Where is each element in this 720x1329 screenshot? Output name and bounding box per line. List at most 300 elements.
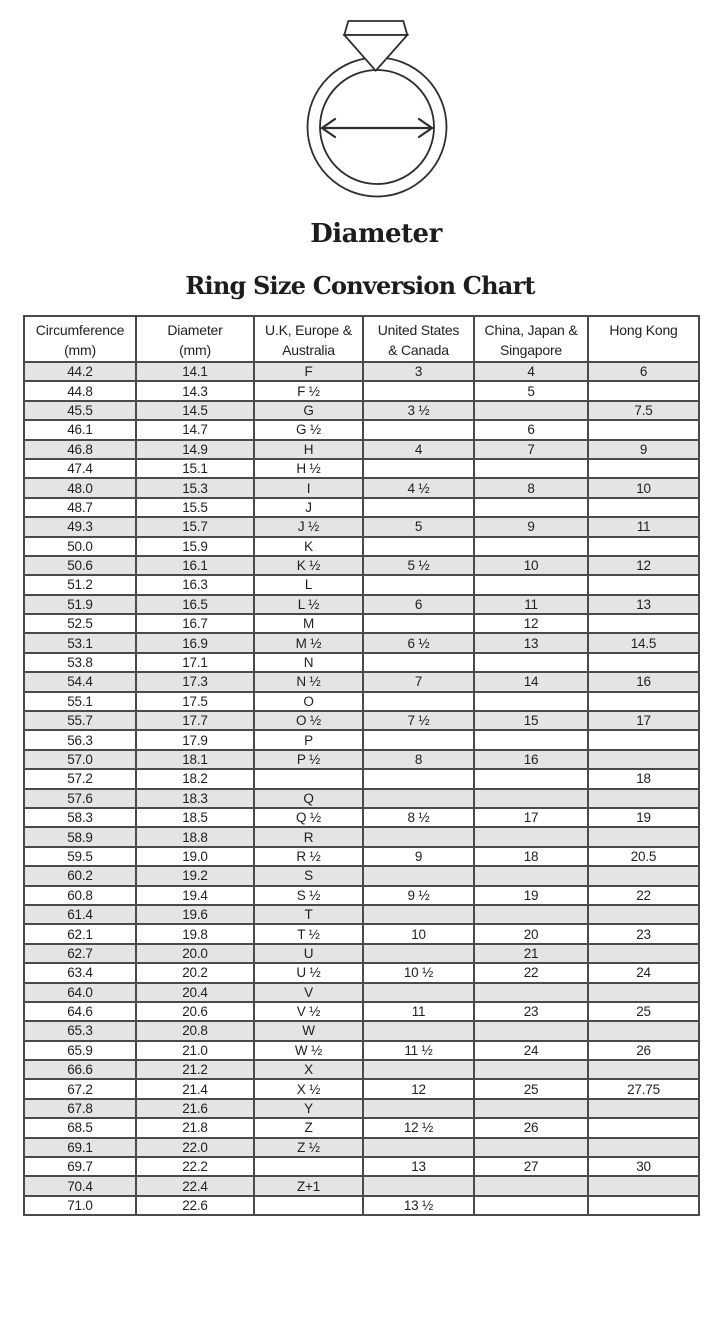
cell-uk-europe-australia: U <box>254 944 363 963</box>
cell-circumference-mm: 65.9 <box>24 1041 136 1060</box>
cell-circumference-mm: 58.9 <box>24 827 136 846</box>
table-row <box>24 963 699 982</box>
cell-uk-europe-australia: T ½ <box>254 924 363 943</box>
cell-us-canada: 8 ½ <box>363 808 474 827</box>
cell-circumference-mm: 69.1 <box>24 1138 136 1157</box>
cell-china-japan-singapore <box>474 498 588 517</box>
cell-hong-kong: 6 <box>588 362 699 381</box>
cell-hong-kong: 16 <box>588 672 699 691</box>
cell-us-canada <box>363 983 474 1002</box>
cell-hong-kong: 11 <box>588 517 699 536</box>
cell-circumference-mm: 59.5 <box>24 847 136 866</box>
table-row <box>24 827 699 846</box>
cell-hong-kong <box>588 1196 699 1215</box>
cell-diameter-mm: 20.8 <box>136 1021 254 1040</box>
cell-uk-europe-australia: V <box>254 983 363 1002</box>
cell-hong-kong: 9 <box>588 440 699 459</box>
table-row <box>24 420 699 439</box>
cell-hong-kong: 13 <box>588 595 699 614</box>
table-row <box>24 808 699 827</box>
cell-china-japan-singapore: 17 <box>474 808 588 827</box>
table-row <box>24 1002 699 1021</box>
table-row <box>24 886 699 905</box>
cell-hong-kong <box>588 730 699 749</box>
cell-uk-europe-australia <box>254 769 363 788</box>
table-body <box>24 362 699 1215</box>
cell-uk-europe-australia: Y <box>254 1099 363 1118</box>
cell-uk-europe-australia: L <box>254 575 363 594</box>
table-row <box>24 847 699 866</box>
cell-circumference-mm: 67.8 <box>24 1099 136 1118</box>
cell-diameter-mm: 15.7 <box>136 517 254 536</box>
cell-circumference-mm: 50.0 <box>24 537 136 556</box>
cell-china-japan-singapore: 23 <box>474 1002 588 1021</box>
cell-china-japan-singapore: 4 <box>474 362 588 381</box>
cell-hong-kong: 12 <box>588 556 699 575</box>
cell-china-japan-singapore <box>474 1196 588 1215</box>
cell-china-japan-singapore: 22 <box>474 963 588 982</box>
cell-china-japan-singapore: 25 <box>474 1079 588 1098</box>
cell-hong-kong: 23 <box>588 924 699 943</box>
cell-hong-kong <box>588 498 699 517</box>
cell-circumference-mm: 71.0 <box>24 1196 136 1215</box>
cell-circumference-mm: 47.4 <box>24 459 136 478</box>
cell-uk-europe-australia: M ½ <box>254 633 363 652</box>
cell-china-japan-singapore <box>474 866 588 885</box>
cell-diameter-mm: 20.2 <box>136 963 254 982</box>
cell-china-japan-singapore <box>474 1021 588 1040</box>
table-row <box>24 517 699 536</box>
cell-us-canada: 9 <box>363 847 474 866</box>
cell-diameter-mm: 21.6 <box>136 1099 254 1118</box>
cell-us-canada: 7 ½ <box>363 711 474 730</box>
cell-circumference-mm: 52.5 <box>24 614 136 633</box>
cell-circumference-mm: 65.3 <box>24 1021 136 1040</box>
cell-uk-europe-australia: F ½ <box>254 381 363 400</box>
cell-hong-kong <box>588 983 699 1002</box>
column-header-diameter-mm: Diameter (mm) <box>136 316 254 362</box>
cell-diameter-mm: 21.4 <box>136 1079 254 1098</box>
cell-diameter-mm: 14.1 <box>136 362 254 381</box>
cell-uk-europe-australia: Z+1 <box>254 1176 363 1195</box>
cell-circumference-mm: 61.4 <box>24 905 136 924</box>
cell-circumference-mm: 69.7 <box>24 1157 136 1176</box>
cell-diameter-mm: 22.2 <box>136 1157 254 1176</box>
cell-uk-europe-australia: O <box>254 692 363 711</box>
cell-hong-kong <box>588 750 699 769</box>
cell-circumference-mm: 54.4 <box>24 672 136 691</box>
cell-hong-kong: 30 <box>588 1157 699 1176</box>
cell-hong-kong <box>588 1060 699 1079</box>
cell-uk-europe-australia: R <box>254 827 363 846</box>
table-row <box>24 905 699 924</box>
cell-us-canada: 13 ½ <box>363 1196 474 1215</box>
cell-circumference-mm: 48.0 <box>24 478 136 497</box>
cell-us-canada: 12 <box>363 1079 474 1098</box>
cell-circumference-mm: 60.8 <box>24 886 136 905</box>
cell-circumference-mm: 55.7 <box>24 711 136 730</box>
cell-diameter-mm: 19.0 <box>136 847 254 866</box>
column-header-circumference-mm: Circumference (mm) <box>24 316 136 362</box>
table-row <box>24 672 699 691</box>
cell-diameter-mm: 22.4 <box>136 1176 254 1195</box>
cell-diameter-mm: 21.8 <box>136 1118 254 1137</box>
cell-china-japan-singapore <box>474 1138 588 1157</box>
cell-hong-kong <box>588 1118 699 1137</box>
cell-uk-europe-australia: W ½ <box>254 1041 363 1060</box>
cell-uk-europe-australia: K ½ <box>254 556 363 575</box>
cell-hong-kong: 10 <box>588 478 699 497</box>
cell-us-canada: 12 ½ <box>363 1118 474 1137</box>
table-row <box>24 537 699 556</box>
cell-circumference-mm: 64.6 <box>24 1002 136 1021</box>
cell-uk-europe-australia: K <box>254 537 363 556</box>
cell-hong-kong <box>588 575 699 594</box>
cell-china-japan-singapore: 18 <box>474 847 588 866</box>
cell-circumference-mm: 58.3 <box>24 808 136 827</box>
cell-diameter-mm: 22.0 <box>136 1138 254 1157</box>
cell-china-japan-singapore: 20 <box>474 924 588 943</box>
table-row <box>24 750 699 769</box>
cell-china-japan-singapore <box>474 789 588 808</box>
cell-us-canada <box>363 575 474 594</box>
cell-uk-europe-australia: Z <box>254 1118 363 1137</box>
cell-uk-europe-australia <box>254 1196 363 1215</box>
cell-us-canada <box>363 944 474 963</box>
cell-hong-kong <box>588 420 699 439</box>
table-row <box>24 1118 699 1137</box>
cell-china-japan-singapore: 16 <box>474 750 588 769</box>
cell-hong-kong <box>588 866 699 885</box>
cell-diameter-mm: 17.9 <box>136 730 254 749</box>
cell-us-canada <box>363 827 474 846</box>
cell-uk-europe-australia: G <box>254 401 363 420</box>
table-row <box>24 1099 699 1118</box>
cell-diameter-mm: 16.9 <box>136 633 254 652</box>
cell-china-japan-singapore: 27 <box>474 1157 588 1176</box>
cell-uk-europe-australia: G ½ <box>254 420 363 439</box>
cell-diameter-mm: 18.5 <box>136 808 254 827</box>
cell-us-canada: 13 <box>363 1157 474 1176</box>
cell-uk-europe-australia: R ½ <box>254 847 363 866</box>
conversion-table <box>23 315 700 1216</box>
cell-hong-kong <box>588 653 699 672</box>
cell-circumference-mm: 57.0 <box>24 750 136 769</box>
cell-hong-kong <box>588 1021 699 1040</box>
cell-us-canada <box>363 537 474 556</box>
cell-hong-kong <box>588 381 699 400</box>
table-row <box>24 789 699 808</box>
cell-hong-kong <box>588 692 699 711</box>
cell-china-japan-singapore: 6 <box>474 420 588 439</box>
cell-hong-kong <box>588 944 699 963</box>
cell-circumference-mm: 68.5 <box>24 1118 136 1137</box>
cell-uk-europe-australia: Z ½ <box>254 1138 363 1157</box>
table-row <box>24 924 699 943</box>
table-row <box>24 362 699 381</box>
cell-circumference-mm: 66.6 <box>24 1060 136 1079</box>
cell-hong-kong <box>588 537 699 556</box>
cell-us-canada <box>363 692 474 711</box>
cell-circumference-mm: 67.2 <box>24 1079 136 1098</box>
table-row <box>24 1060 699 1079</box>
cell-uk-europe-australia: J <box>254 498 363 517</box>
cell-china-japan-singapore: 5 <box>474 381 588 400</box>
cell-us-canada: 3 ½ <box>363 401 474 420</box>
cell-china-japan-singapore: 14 <box>474 672 588 691</box>
column-header-uk-europe-australia: U.K, Europe & Australia <box>254 316 363 362</box>
cell-us-canada: 10 ½ <box>363 963 474 982</box>
cell-us-canada: 5 ½ <box>363 556 474 575</box>
cell-china-japan-singapore <box>474 575 588 594</box>
cell-hong-kong: 7.5 <box>588 401 699 420</box>
cell-diameter-mm: 19.8 <box>136 924 254 943</box>
cell-diameter-mm: 19.2 <box>136 866 254 885</box>
cell-us-canada <box>363 381 474 400</box>
cell-uk-europe-australia: Q <box>254 789 363 808</box>
cell-diameter-mm: 14.3 <box>136 381 254 400</box>
cell-china-japan-singapore <box>474 692 588 711</box>
cell-circumference-mm: 62.7 <box>24 944 136 963</box>
cell-china-japan-singapore <box>474 537 588 556</box>
cell-circumference-mm: 64.0 <box>24 983 136 1002</box>
cell-diameter-mm: 19.6 <box>136 905 254 924</box>
cell-hong-kong: 17 <box>588 711 699 730</box>
cell-us-canada <box>363 1138 474 1157</box>
table-row <box>24 401 699 420</box>
cell-circumference-mm: 49.3 <box>24 517 136 536</box>
cell-us-canada <box>363 1099 474 1118</box>
cell-china-japan-singapore: 9 <box>474 517 588 536</box>
cell-hong-kong: 19 <box>588 808 699 827</box>
cell-diameter-mm: 15.1 <box>136 459 254 478</box>
cell-diameter-mm: 14.5 <box>136 401 254 420</box>
cell-circumference-mm: 70.4 <box>24 1176 136 1195</box>
cell-circumference-mm: 53.1 <box>24 633 136 652</box>
cell-hong-kong <box>588 1176 699 1195</box>
cell-uk-europe-australia: V ½ <box>254 1002 363 1021</box>
cell-us-canada: 8 <box>363 750 474 769</box>
table-row <box>24 440 699 459</box>
cell-us-canada <box>363 769 474 788</box>
cell-circumference-mm: 53.8 <box>24 653 136 672</box>
cell-circumference-mm: 51.9 <box>24 595 136 614</box>
table-row <box>24 983 699 1002</box>
cell-uk-europe-australia: T <box>254 905 363 924</box>
table-row <box>24 866 699 885</box>
cell-hong-kong <box>588 614 699 633</box>
cell-china-japan-singapore: 24 <box>474 1041 588 1060</box>
cell-uk-europe-australia: U ½ <box>254 963 363 982</box>
cell-us-canada <box>363 653 474 672</box>
table-row <box>24 614 699 633</box>
cell-uk-europe-australia: L ½ <box>254 595 363 614</box>
cell-uk-europe-australia: J ½ <box>254 517 363 536</box>
table-row <box>24 381 699 400</box>
cell-us-canada <box>363 498 474 517</box>
table-row <box>24 1157 699 1176</box>
cell-hong-kong <box>588 827 699 846</box>
cell-us-canada: 9 ½ <box>363 886 474 905</box>
table-row <box>24 1021 699 1040</box>
table-row <box>24 653 699 672</box>
cell-china-japan-singapore <box>474 983 588 1002</box>
table-row <box>24 769 699 788</box>
cell-circumference-mm: 44.8 <box>24 381 136 400</box>
cell-diameter-mm: 18.1 <box>136 750 254 769</box>
cell-diameter-mm: 17.3 <box>136 672 254 691</box>
cell-diameter-mm: 17.5 <box>136 692 254 711</box>
cell-uk-europe-australia: N ½ <box>254 672 363 691</box>
cell-diameter-mm: 17.7 <box>136 711 254 730</box>
cell-uk-europe-australia <box>254 1157 363 1176</box>
cell-diameter-mm: 16.5 <box>136 595 254 614</box>
cell-uk-europe-australia: F <box>254 362 363 381</box>
cell-hong-kong: 24 <box>588 963 699 982</box>
cell-diameter-mm: 19.4 <box>136 886 254 905</box>
cell-us-canada <box>363 730 474 749</box>
cell-uk-europe-australia: S ½ <box>254 886 363 905</box>
cell-us-canada <box>363 789 474 808</box>
cell-us-canada: 11 <box>363 1002 474 1021</box>
cell-us-canada: 10 <box>363 924 474 943</box>
cell-diameter-mm: 15.9 <box>136 537 254 556</box>
cell-diameter-mm: 16.1 <box>136 556 254 575</box>
cell-hong-kong: 22 <box>588 886 699 905</box>
cell-diameter-mm: 20.6 <box>136 1002 254 1021</box>
cell-diameter-mm: 15.5 <box>136 498 254 517</box>
cell-circumference-mm: 46.8 <box>24 440 136 459</box>
table-row <box>24 1041 699 1060</box>
cell-uk-europe-australia: I <box>254 478 363 497</box>
cell-us-canada <box>363 459 474 478</box>
cell-china-japan-singapore <box>474 1099 588 1118</box>
cell-circumference-mm: 48.7 <box>24 498 136 517</box>
cell-hong-kong <box>588 1099 699 1118</box>
cell-diameter-mm: 20.0 <box>136 944 254 963</box>
table-row <box>24 459 699 478</box>
cell-hong-kong <box>588 789 699 808</box>
cell-us-canada: 4 <box>363 440 474 459</box>
column-header-hong-kong: Hong Kong <box>588 316 699 362</box>
cell-circumference-mm: 44.2 <box>24 362 136 381</box>
cell-circumference-mm: 57.6 <box>24 789 136 808</box>
cell-circumference-mm: 57.2 <box>24 769 136 788</box>
cell-china-japan-singapore: 26 <box>474 1118 588 1137</box>
cell-uk-europe-australia: P <box>254 730 363 749</box>
cell-diameter-mm: 18.3 <box>136 789 254 808</box>
cell-china-japan-singapore <box>474 1176 588 1195</box>
cell-china-japan-singapore <box>474 827 588 846</box>
cell-uk-europe-australia: O ½ <box>254 711 363 730</box>
cell-circumference-mm: 55.1 <box>24 692 136 711</box>
table-row <box>24 730 699 749</box>
cell-hong-kong: 18 <box>588 769 699 788</box>
cell-china-japan-singapore: 19 <box>474 886 588 905</box>
cell-china-japan-singapore: 7 <box>474 440 588 459</box>
table-row <box>24 478 699 497</box>
cell-uk-europe-australia: X ½ <box>254 1079 363 1098</box>
cell-china-japan-singapore <box>474 905 588 924</box>
cell-circumference-mm: 51.2 <box>24 575 136 594</box>
table-row <box>24 1079 699 1098</box>
cell-uk-europe-australia: H ½ <box>254 459 363 478</box>
cell-us-canada: 6 <box>363 595 474 614</box>
cell-circumference-mm: 62.1 <box>24 924 136 943</box>
cell-china-japan-singapore: 10 <box>474 556 588 575</box>
cell-us-canada: 3 <box>363 362 474 381</box>
cell-us-canada <box>363 866 474 885</box>
table-row <box>24 711 699 730</box>
cell-diameter-mm: 18.2 <box>136 769 254 788</box>
ring-diagram <box>300 10 455 205</box>
cell-diameter-mm: 22.6 <box>136 1196 254 1215</box>
table-row <box>24 595 699 614</box>
cell-hong-kong <box>588 1138 699 1157</box>
cell-china-japan-singapore <box>474 401 588 420</box>
page-title: Ring Size Conversion Chart <box>185 271 535 300</box>
table-header-row <box>24 316 699 362</box>
cell-circumference-mm: 46.1 <box>24 420 136 439</box>
table-row <box>24 633 699 652</box>
cell-diameter-mm: 14.9 <box>136 440 254 459</box>
cell-hong-kong: 25 <box>588 1002 699 1021</box>
table-row <box>24 1176 699 1195</box>
diameter-label: Diameter <box>310 219 442 249</box>
cell-us-canada: 11 ½ <box>363 1041 474 1060</box>
cell-us-canada: 6 ½ <box>363 633 474 652</box>
cell-china-japan-singapore: 11 <box>474 595 588 614</box>
cell-circumference-mm: 56.3 <box>24 730 136 749</box>
cell-us-canada <box>363 1021 474 1040</box>
cell-diameter-mm: 15.3 <box>136 478 254 497</box>
cell-us-canada: 7 <box>363 672 474 691</box>
cell-diameter-mm: 14.7 <box>136 420 254 439</box>
cell-china-japan-singapore <box>474 653 588 672</box>
table-row <box>24 944 699 963</box>
diamond-pavilion-icon <box>344 35 407 71</box>
table-row <box>24 575 699 594</box>
cell-china-japan-singapore: 13 <box>474 633 588 652</box>
cell-hong-kong <box>588 905 699 924</box>
cell-uk-europe-australia: N <box>254 653 363 672</box>
cell-uk-europe-australia: S <box>254 866 363 885</box>
cell-china-japan-singapore: 12 <box>474 614 588 633</box>
table-row <box>24 692 699 711</box>
cell-hong-kong: 20.5 <box>588 847 699 866</box>
cell-uk-europe-australia: M <box>254 614 363 633</box>
cell-us-canada <box>363 614 474 633</box>
cell-circumference-mm: 45.5 <box>24 401 136 420</box>
cell-us-canada <box>363 1060 474 1079</box>
cell-uk-europe-australia: X <box>254 1060 363 1079</box>
cell-uk-europe-australia: W <box>254 1021 363 1040</box>
cell-circumference-mm: 63.4 <box>24 963 136 982</box>
cell-hong-kong: 27.75 <box>588 1079 699 1098</box>
table-row <box>24 498 699 517</box>
cell-uk-europe-australia: H <box>254 440 363 459</box>
cell-uk-europe-australia: P ½ <box>254 750 363 769</box>
cell-diameter-mm: 16.7 <box>136 614 254 633</box>
table-row <box>24 1196 699 1215</box>
cell-circumference-mm: 50.6 <box>24 556 136 575</box>
cell-hong-kong: 14.5 <box>588 633 699 652</box>
cell-diameter-mm: 21.0 <box>136 1041 254 1060</box>
cell-hong-kong <box>588 459 699 478</box>
table-row <box>24 1138 699 1157</box>
cell-us-canada: 4 ½ <box>363 478 474 497</box>
cell-us-canada: 5 <box>363 517 474 536</box>
